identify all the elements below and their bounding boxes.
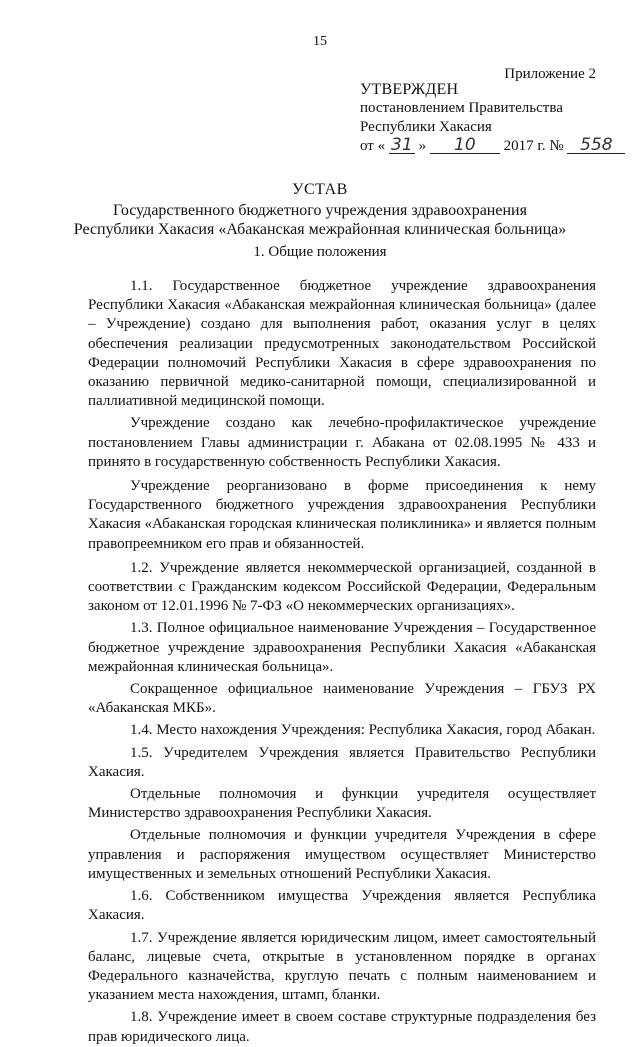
title-line-2: Республики Хакасия «Абаканская межрайонная клиническая больница» (73, 221, 567, 238)
paragraph: Отдельные полномочия и функции учредителя осуществляет Министерство здравоохранения Республики Хакасия. (88, 786, 596, 822)
doc-type: УСТАВ (292, 181, 348, 198)
handwritten-day: 31 (389, 138, 415, 154)
paragraph: 1.2. Учреждение является некоммерческой организацией, созданной в соответствии с Гражданским кодексом Российской Федерации, Федеральным законом от 12.01.1996 № 7-ФЗ «О некоммерческих организациях». (88, 559, 596, 615)
approval-line-1: постановлением Правительства (360, 100, 563, 116)
date-prefix: от « (360, 138, 386, 154)
paragraph: 1.4. Место нахождения Учреждения: Республика Хакасия, город Абакан. (130, 722, 596, 739)
paragraph: 1.1. Государственное бюджетное учреждение здравоохранения Республики Хакасия «Абаканская межрайонная клиническая больница» (далее – Учреждение) создано для выполнения работ, оказания услуг в целях обеспечения реализации предусмотренных законодательством Российской Федерации полномочий Республики Хакасия в сфере здравоохранения по оказанию первичной медико-санитарной помощи, специализированной и паллиативной медицинской помощи. (88, 278, 596, 410)
paragraph: 1.8. Учреждение имеет в своем составе структурные подразделения без прав юридического лица. (88, 1009, 596, 1045)
document-title (0, 180, 640, 239)
paragraph: Отдельные полномочия и функции учредителя Учреждения в сфере управления и распоряжения имуществом осуществляет Министерство имущественных и земельных отношений Республики Хакасия. (88, 827, 596, 882)
page-number: 15 (313, 34, 327, 49)
date-day-close: » (418, 138, 427, 154)
handwritten-month: 10 (430, 138, 500, 154)
date-year: 2017 г. № (503, 138, 564, 154)
document-body (88, 277, 596, 1047)
title-line-1: Государственного бюджетного учреждения здравоохранения (113, 202, 527, 219)
approval-heading: УТВЕРЖДЕН (360, 81, 459, 98)
handwritten-number: 558 (567, 138, 625, 154)
approval-line-2: Республики Хакасия (360, 119, 492, 135)
paragraph: Учреждение создано как лечебно-профилактическое учреждение постановлением Главы администрации г. Абакана от 02.08.1995 № 433 и принято в государственную собственность Республики Хакасия. (88, 415, 596, 470)
paragraph: Учреждение реорганизовано в форме присоединения к нему Государственного бюджетного учреждения здравоохранения Республики Хакасия «Абаканская городская клиническая поликлиника» и является полным правопреемником его прав и обязанностей. (88, 478, 596, 552)
paragraph: 1.6. Собственником имущества Учреждения является Республика Хакасия. (88, 888, 596, 924)
appendix-label: Приложение 2 (504, 66, 596, 82)
approval-date-line (360, 137, 625, 156)
paragraph: Сокращенное официальное наименование Учреждения – ГБУЗ РХ «Абаканская МКБ». (88, 681, 596, 717)
paragraph: 1.3. Полное официальное наименование Учреждения – Государственное бюджетное учреждение здравоохранения Республики Хакасия «Абаканская межрайонная клиническая больница». (88, 620, 596, 675)
section-heading: 1. Общие положения (253, 244, 387, 260)
paragraph: 1.7. Учреждение является юридическим лицом, имеет самостоятельный баланс, лицевые счета, открытые в установленном порядке в органах Федерального казначейства, круглую печать с полным наименованием и указанием места нахождения, штамп, бланки. (88, 929, 596, 1004)
paragraph: 1.5. Учредителем Учреждения является Правительство Республики Хакасия. (88, 744, 596, 780)
approval-block (360, 80, 625, 156)
